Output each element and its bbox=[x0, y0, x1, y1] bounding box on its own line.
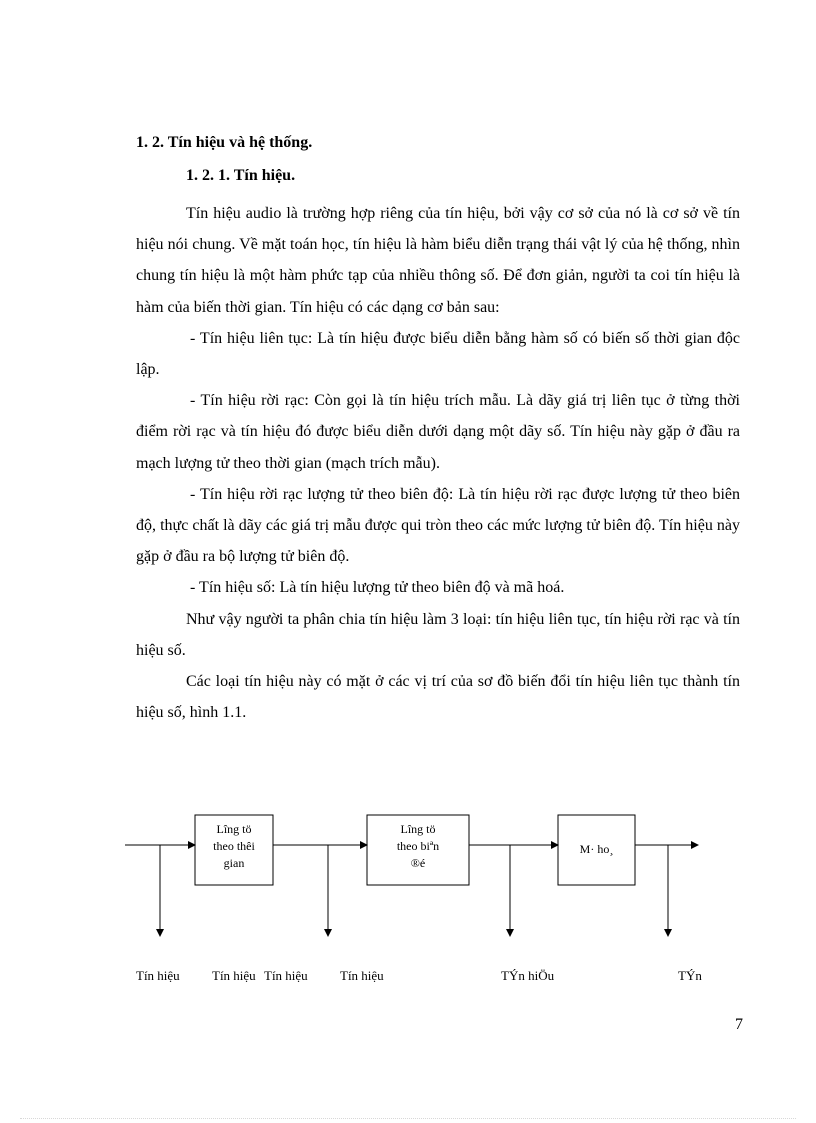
box-time-quantizer-label: Lîng tö theo thêi gian bbox=[213, 822, 255, 870]
signal-label-4: Tín hiệu bbox=[340, 968, 384, 983]
body-text bbox=[136, 198, 740, 728]
paragraph-discrete-signal: - Tín hiệu rời rạc: Còn gọi là tín hiệu trích mẫu. Là dãy giá trị liên tục ở từng thời điểm rời rạc và tín hiệu đó được biểu diễn dưới dạng một dãy số. Tín hiệu này gặp ở đầu ra mạch lượng tử theo thời gian (mạch trích mẫu). bbox=[136, 392, 740, 472]
page-bottom-border bbox=[20, 1118, 796, 1119]
section-heading: 1. 2. Tín hiệu và hệ thống. bbox=[136, 134, 313, 151]
signal-label-2: Tín hiệu bbox=[212, 968, 256, 983]
subsection-heading: 1. 2. 1. Tín hiệu. bbox=[186, 167, 296, 184]
block-diagram bbox=[120, 805, 720, 1005]
paragraph-classification: Như vậy người ta phân chia tín hiệu làm 3 loại: tín hiệu liên tục, tín hiệu rời rạc và tín hiệu số. bbox=[136, 610, 740, 659]
signal-label-6: TÝn bbox=[678, 968, 702, 983]
paragraph-quantized-signal: - Tín hiệu rời rạc lượng tử theo biên độ: Là tín hiệu rời rạc được lượng tử theo biên độ, thực chất là dãy các giá trị mẫu được qui tròn theo các mức lượng tử biên độ. Tín hiệu này gặp ở đầu ra bộ lượng tử biên độ. bbox=[136, 485, 740, 566]
paragraph-continuous-signal: - Tín hiệu liên tục: Là tín hiệu được biểu diễn bằng hàm số có biến số thời gian độc lập. bbox=[136, 329, 740, 379]
box-amplitude-quantizer-label: Lîng tö theo biªn ®é bbox=[396, 822, 440, 870]
paragraph-digital-signal: - Tín hiệu số: Là tín hiệu lượng tử theo biên độ và mã hoá. bbox=[190, 579, 565, 597]
signal-label-1: Tín hiệu bbox=[136, 968, 180, 983]
box-encoder-label: M· ho¸ bbox=[579, 842, 614, 856]
signal-label-5: TÝn hiÖu bbox=[501, 968, 555, 983]
paragraph-intro: Tín hiệu audio là trường hợp riêng của tín hiệu, bởi vậy cơ sở của nó là cơ sở về tín hiệu nói chung. Về mặt toán học, tín hiệu là hàm biểu diễn trạng thái vật lý của hệ thống, nhìn chung tín hiệu là một hàm phức tạp của nhiều thông số. Để đơn giản, người ta coi tín hiệu là hàm của biến thời gian. Tín hiệu có các dạng cơ bản sau: bbox=[136, 205, 740, 316]
signal-label-3: Tín hiệu bbox=[264, 968, 308, 983]
page-number: 7 bbox=[735, 1016, 743, 1033]
paragraph-figure-ref: Các loại tín hiệu này có mặt ở các vị trí của sơ đồ biến đổi tín hiệu liên tục thành tín hiệu số, hình 1.1. bbox=[136, 673, 740, 722]
